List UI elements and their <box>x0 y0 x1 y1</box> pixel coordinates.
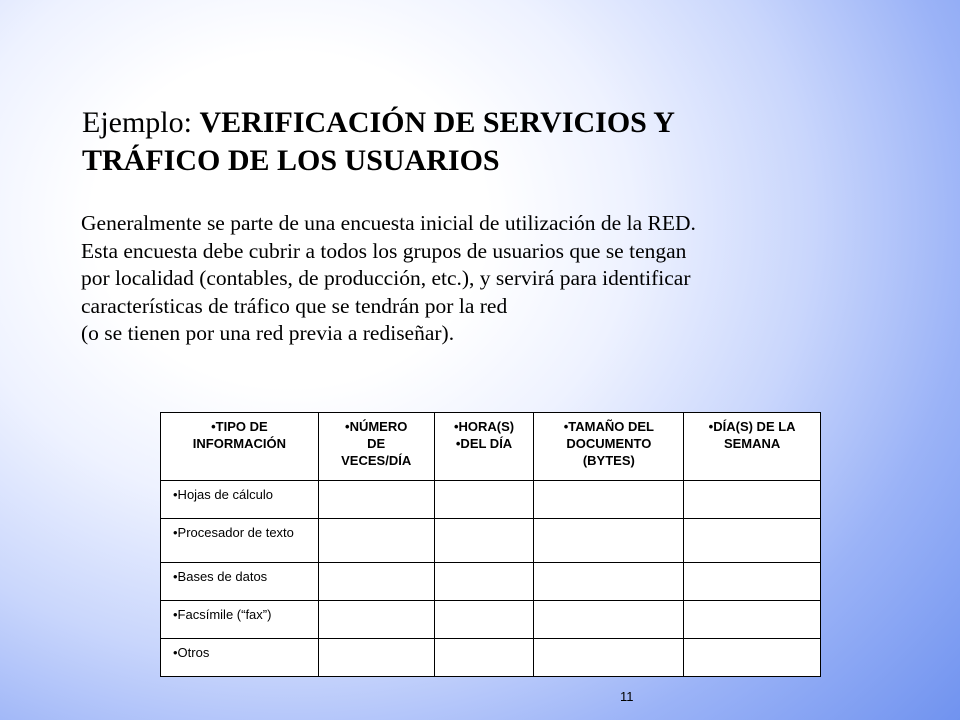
table-cell <box>434 563 534 601</box>
header-text: DE <box>367 436 386 451</box>
title-line-1: VERIFICACIÓN DE SERVICIOS Y <box>199 106 675 139</box>
header-hora-dia <box>434 413 534 481</box>
table-cell <box>534 601 684 639</box>
header-tamano-documento <box>534 413 684 481</box>
table-cell <box>684 639 821 677</box>
table-cell <box>318 519 434 563</box>
table-header-row <box>161 413 821 481</box>
table-cell <box>534 563 684 601</box>
table-cell <box>684 601 821 639</box>
row-label: •Otros <box>161 639 319 677</box>
table-cell <box>534 481 684 519</box>
header-text: •DÍA(S) DE LA <box>708 419 796 434</box>
table-cell <box>684 519 821 563</box>
body-line: Generalmente se parte de una encuesta inicial de utilización de la RED. <box>81 211 696 235</box>
table-cell <box>684 563 821 601</box>
table-row <box>161 563 821 601</box>
header-text: SEMANA <box>723 436 781 451</box>
row-label: •Bases de datos <box>161 563 319 601</box>
table-row <box>161 519 821 563</box>
row-label: •Procesador de texto <box>161 519 319 563</box>
table-cell <box>318 639 434 677</box>
header-dias-semana <box>684 413 821 481</box>
header-numero-veces <box>318 413 434 481</box>
header-text: •DEL DÍA <box>455 436 513 451</box>
body-line: características de tráfico que se tendrán por la red <box>81 293 508 318</box>
body-line: (o se tienen por una red previa a rediseñar). <box>81 321 455 345</box>
table-cell <box>534 519 684 563</box>
table-cell <box>318 481 434 519</box>
table-row <box>161 639 821 677</box>
row-label: •Hojas de cálculo <box>161 481 319 519</box>
table-cell <box>318 563 434 601</box>
survey-table <box>160 412 821 677</box>
header-text: •TIPO DE <box>211 419 268 434</box>
slide-title <box>82 104 842 180</box>
body-paragraph <box>81 210 901 348</box>
table-cell <box>684 481 821 519</box>
table-cell <box>434 519 534 563</box>
title-prefix: Ejemplo: <box>82 106 200 139</box>
body-line: Esta encuesta debe cubrir a todos los grupos de usuarios que se tengan <box>81 238 687 263</box>
table-cell <box>434 601 534 639</box>
body-line: por localidad (contables, de producción, etc.), y servirá para identificar <box>81 266 691 290</box>
row-label: •Facsímile (“fax”) <box>161 601 319 639</box>
page-number: 11 <box>620 689 634 704</box>
table-cell <box>318 601 434 639</box>
table-cell <box>434 481 534 519</box>
header-text: •TAMAÑO DEL <box>563 419 654 434</box>
header-text: DOCUMENTO <box>566 436 652 451</box>
header-text: •NÚMERO <box>345 419 408 434</box>
table-cell <box>534 639 684 677</box>
table-row <box>161 481 821 519</box>
header-text: (BYTES) <box>582 453 635 468</box>
title-line-2: TRÁFICO DE LOS USUARIOS <box>82 144 500 177</box>
header-text: INFORMACIÓN <box>192 436 286 451</box>
table-cell <box>434 639 534 677</box>
header-text: VECES/DÍA <box>341 453 412 468</box>
header-tipo-informacion <box>161 413 319 481</box>
header-text: •HORA(S) <box>453 419 515 434</box>
table-row <box>161 601 821 639</box>
